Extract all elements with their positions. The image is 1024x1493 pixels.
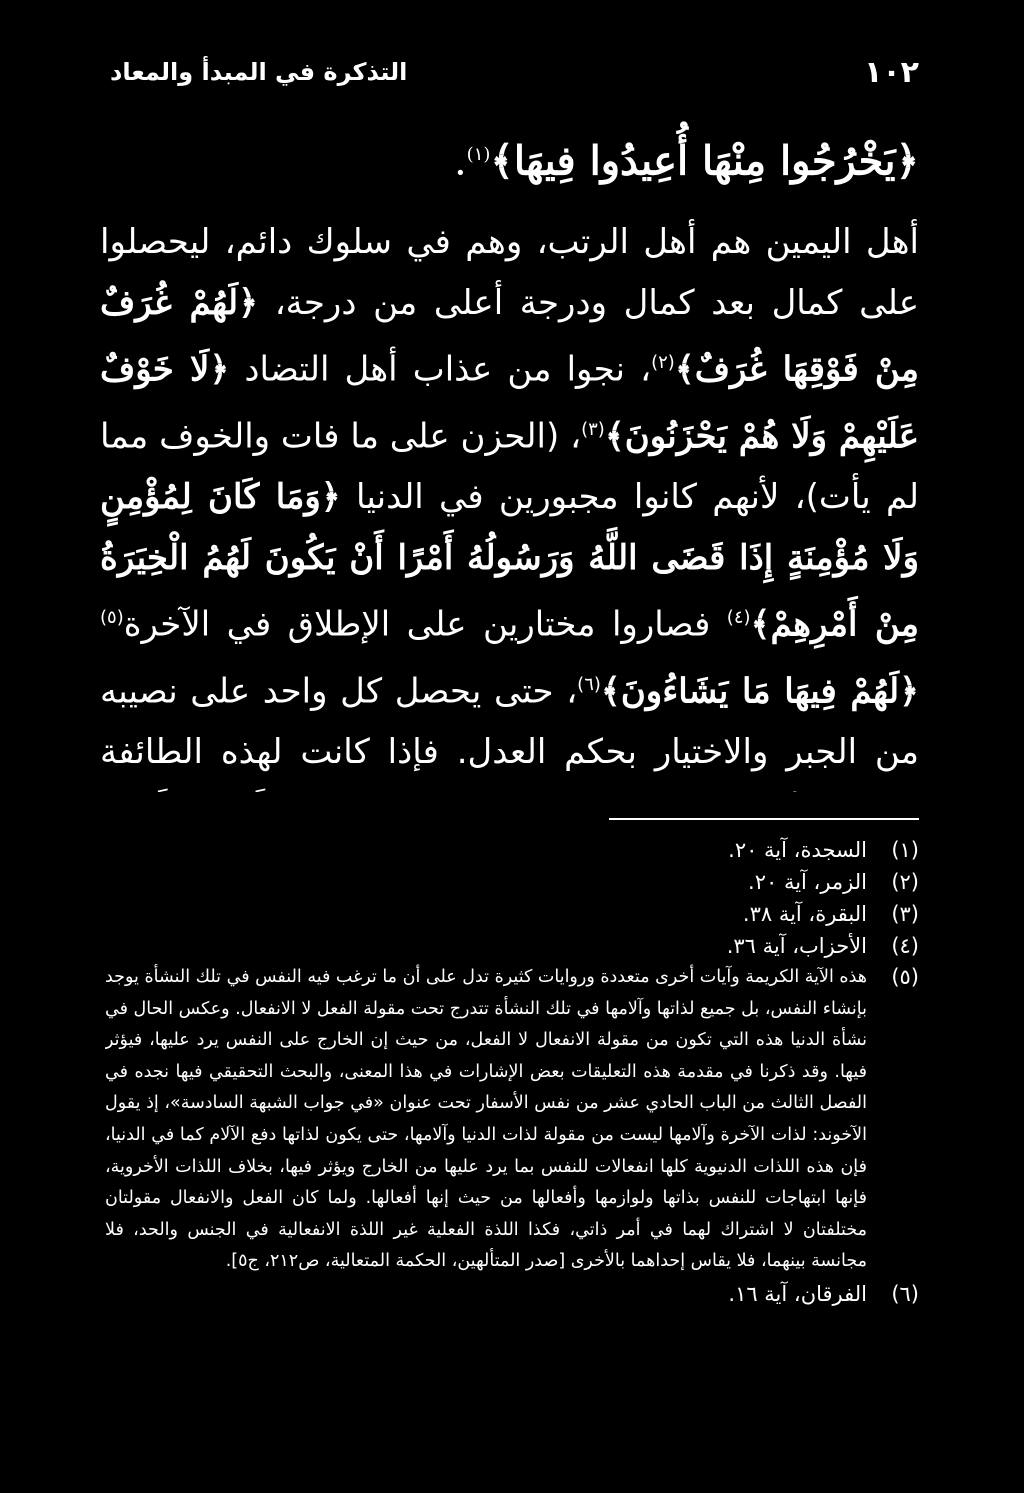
footnote-ref: (٢) — [651, 352, 675, 374]
text-run: ، نجوا من عذاب أهل التضاد — [229, 349, 652, 390]
quran-verse-top: ﴿يَخْرُجُوا مِنْهَا أُعِيدُوا فِيهَا﴾$^{(١)}$. — [453, 137, 919, 185]
quran-verse-text: ﴿يَخْرُجُوا مِنْهَا أُعِيدُوا فِيهَا﴾ — [490, 137, 919, 185]
footnote-text: البقرة، آية ٣٨. — [742, 902, 867, 926]
footnote-text: الفرقان، آية ١٦. — [728, 1281, 867, 1306]
footnote-number: (٢) — [891, 870, 919, 894]
footnote-item — [105, 930, 919, 962]
text-run: أهل اليمين هم أهل الرتب، وهم في سلوك دائم، ليحصلوا على كمال بعد كمال ودرجة أعلى من درجة، — [100, 222, 919, 323]
footnote-item — [105, 834, 919, 866]
footnote-item — [105, 866, 919, 898]
footnote-text: هذه الآية الكريمة وآيات أخرى متعددة وروايات كثيرة تدل على أن ما ترغب فيه النفس في تلك النشأة يوجد بإنشاء النفس، بل جميع لذاتها وآلامها في تلك النشأة تتدرج تحت مقولة الفعل لا الانفعال. وعكس الحال في نشأة الدنيا هذه التي تكون من مقولة الانفعال لا الفعل، من حيث إن الخارج على النفس يرد عليها، فيؤثر فيها. وقد ذكرنا في مقدمة هذه التعليقات بعض الإشارات في هذا المعنى، والبحث التحقيقي فيها نجده في الفصل الثالث من الباب الحادي عشر من نفس الأسفار تحت عنوان «في جواب الشبهة السادسة»، إذ يقول الآخوند: لذات الآخرة وآلامها ليست من مقولة لذات الدنيا وآلامها، حتى يكون لذاتها دفع الآلام كما في الدنيا، فإن هذه اللذات الدنيوية كلها انفعالات للنفس بما يرد عليها من الخارج ويؤثر فيها، بخلاف اللذات الأخروية، فإنها ابتهاجات للنفس بذاتها ولوازمها وأفعالها من حيث إنها أفعالها. ولما كان الفعل والانفعال مقولتان مختلفتان لا اشتراك لهما في أمر ذاتي، فكذا اللذة الفعلية غير اللذة الانفعالية في الجنس والحد، فلا مجانسة بينهما، فلا يقاس إحداهما بالأخرى [صدر المتألهين، الحكمة المتعالية، ص٢١٢، ج٥]. — [105, 967, 867, 1272]
footnote-separator — [609, 818, 919, 820]
footnote-item — [105, 962, 919, 1278]
footnote-number: (٤) — [891, 934, 919, 958]
paragraph — [100, 212, 919, 792]
quran-verse: ﴿وَمَا كَانَ لِمُؤْمِنٍ وَلَا مُؤْمِنَةٍ إِذَا قَضَى اللَّهُ وَرَسُولُهُ أَمْرًا أَنْ يَكُونَ لَهُمُ الْخِيَرَةُ مِنْ أَمْرِهِمْ﴾ — [100, 477, 919, 645]
footnote-text: السجدة، آية ٢٠. — [728, 838, 867, 862]
text-run: ، حتى يحصل كل واحد على نصيبه من الجبر والاختيار بحكم العدل. فإذا كانت لهذه الطائفة — [100, 671, 919, 773]
footnote-ref: (٣) — [581, 419, 605, 441]
footnotes — [105, 834, 919, 1444]
footnote-item — [105, 898, 919, 930]
page-number: ١٠٢ — [864, 54, 919, 90]
footnote-number: (١) — [891, 838, 919, 862]
main-text — [100, 212, 919, 792]
running-title: التذكرة في المبدأ والمعاد — [110, 58, 408, 86]
text-run: ، (الحزن على ما فات والخوف مما لم يأت)، لأنهم كانوا مجبورين في الدنيا — [100, 416, 919, 518]
footnote-number: (٥) — [891, 965, 919, 989]
quran-verse: ﴿لَهُمْ فِيهَا مَا يَشَاءُونَ﴾ — [600, 671, 919, 712]
footnote-number: (٦) — [891, 1281, 919, 1306]
footnote-ref: (٦) — [577, 674, 601, 696]
footnote-text: الأحزاب، آية ٣٦. — [726, 934, 867, 958]
footnote-item — [105, 1278, 919, 1310]
text-run: فصاروا مختارين على الإطلاق في الآخرة — [123, 604, 711, 645]
quran-verse: ﴿لَا خَوْفٌ عَلَيْهِمْ وَلَا هُمْ يَحْزَنُونَ﴾ — [100, 349, 919, 457]
footnote-text: الزمر، آية ٢٠. — [748, 870, 867, 894]
footnote-ref: (٤) — [726, 607, 751, 629]
footnote-ref: (١) — [466, 144, 491, 165]
footnote-ref: (٥) — [100, 607, 124, 629]
quran-verse: ﴿لَهُمْ غُرَفٌ مِنْ فَوْقِهَا غُرَفٌ﴾ — [100, 282, 919, 390]
page-header — [110, 52, 919, 92]
footnote-number: (٣) — [891, 902, 919, 926]
